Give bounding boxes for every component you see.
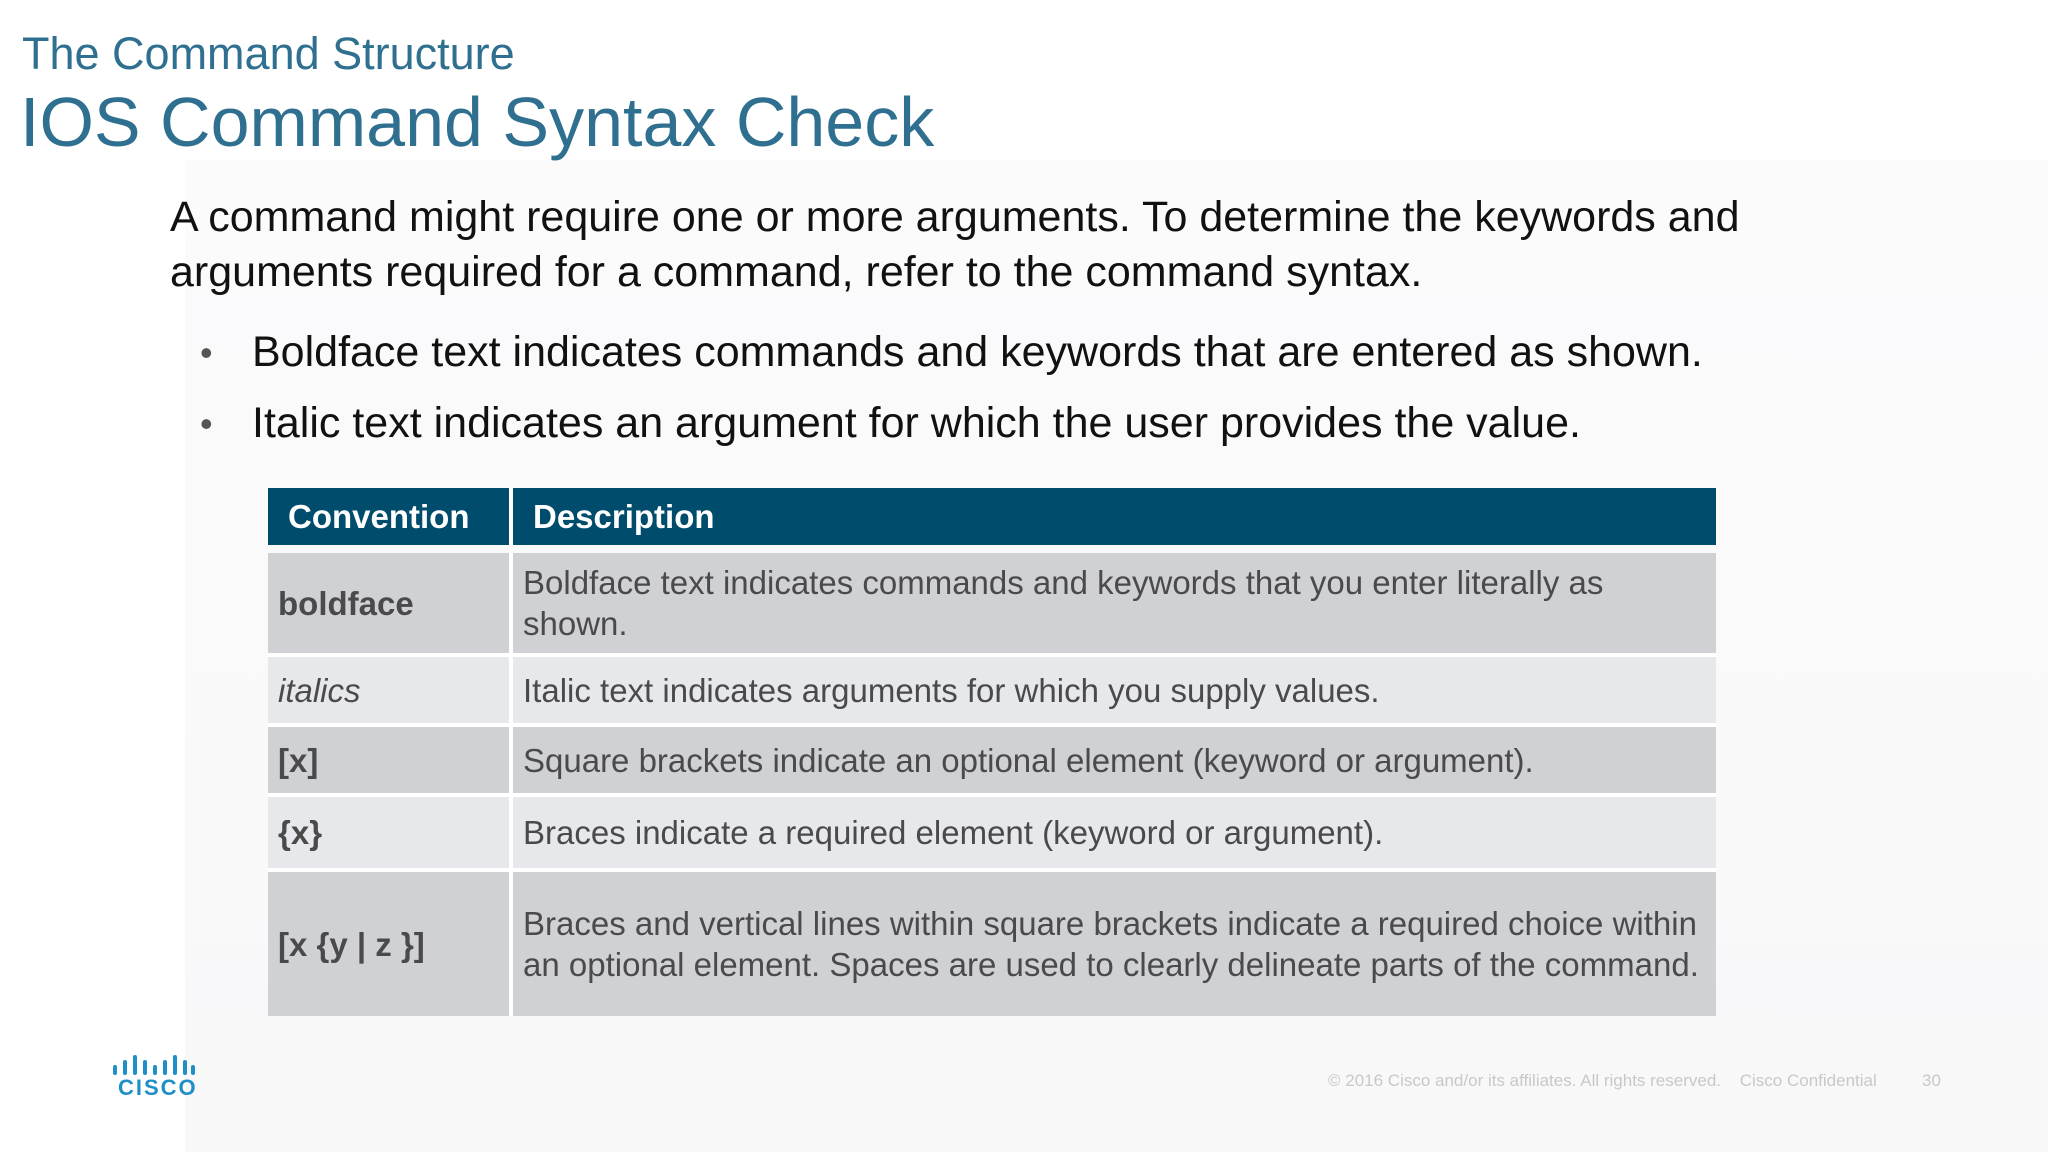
table-row bbox=[268, 872, 1716, 1016]
cisco-logo bbox=[110, 1055, 198, 1100]
slide-title: IOS Command Syntax Check bbox=[20, 83, 935, 161]
convention-cell: [x {y | z }] bbox=[268, 872, 513, 1016]
table-row bbox=[268, 553, 1716, 657]
convention-cell: [x] bbox=[268, 727, 513, 793]
table-row bbox=[268, 657, 1716, 727]
syntax-table bbox=[268, 488, 1716, 1016]
description-cell: Boldface text indicates commands and keywords that you enter literally as shown. bbox=[523, 564, 1604, 642]
table-row bbox=[268, 727, 1716, 797]
bullet-text: Italic text indicates an argument for which the user provides the value. bbox=[252, 399, 1581, 447]
page-number: 30 bbox=[1922, 1071, 1941, 1090]
bullet-list bbox=[200, 325, 1850, 467]
bullet-item bbox=[200, 325, 1850, 396]
footer-copyright bbox=[1328, 1071, 1891, 1091]
slide-subtitle: The Command Structure bbox=[22, 28, 515, 79]
copyright-text: © 2016 Cisco and/or its affiliates. All rights reserved. bbox=[1328, 1071, 1722, 1090]
description-cell: Braces and vertical lines within square brackets indicate a required choice within an optional element. Spaces are used to clearly delineate parts of the command. bbox=[523, 905, 1699, 983]
description-cell: Square brackets indicate an optional element (keyword or argument). bbox=[523, 741, 1534, 779]
description-cell: Braces indicate a required element (keyword or argument). bbox=[523, 814, 1384, 851]
confidential-text: Cisco Confidential bbox=[1739, 1071, 1877, 1090]
description-cell: Italic text indicates arguments for which you supply values. bbox=[523, 671, 1380, 709]
bullet-dot-icon: • bbox=[200, 403, 213, 444]
bullet-dot-icon: • bbox=[200, 332, 213, 373]
header-convention: Convention bbox=[268, 488, 513, 545]
table-row bbox=[268, 797, 1716, 872]
intro-paragraph: A command might require one or more arguments. To determine the keywords and arguments required for a command, refer to the command syntax. bbox=[170, 193, 1740, 296]
table-header-row bbox=[268, 488, 1716, 545]
bullet-item bbox=[200, 396, 1850, 467]
bullet-text: Boldface text indicates commands and keywords that are entered as shown. bbox=[252, 328, 1703, 376]
cisco-bars-icon bbox=[110, 1055, 195, 1077]
header-description: Description bbox=[533, 498, 715, 535]
convention-cell: boldface bbox=[268, 553, 513, 653]
convention-cell: {x} bbox=[268, 797, 513, 868]
cisco-wordmark: CISCO bbox=[118, 1075, 198, 1100]
convention-cell: italics bbox=[268, 657, 513, 723]
